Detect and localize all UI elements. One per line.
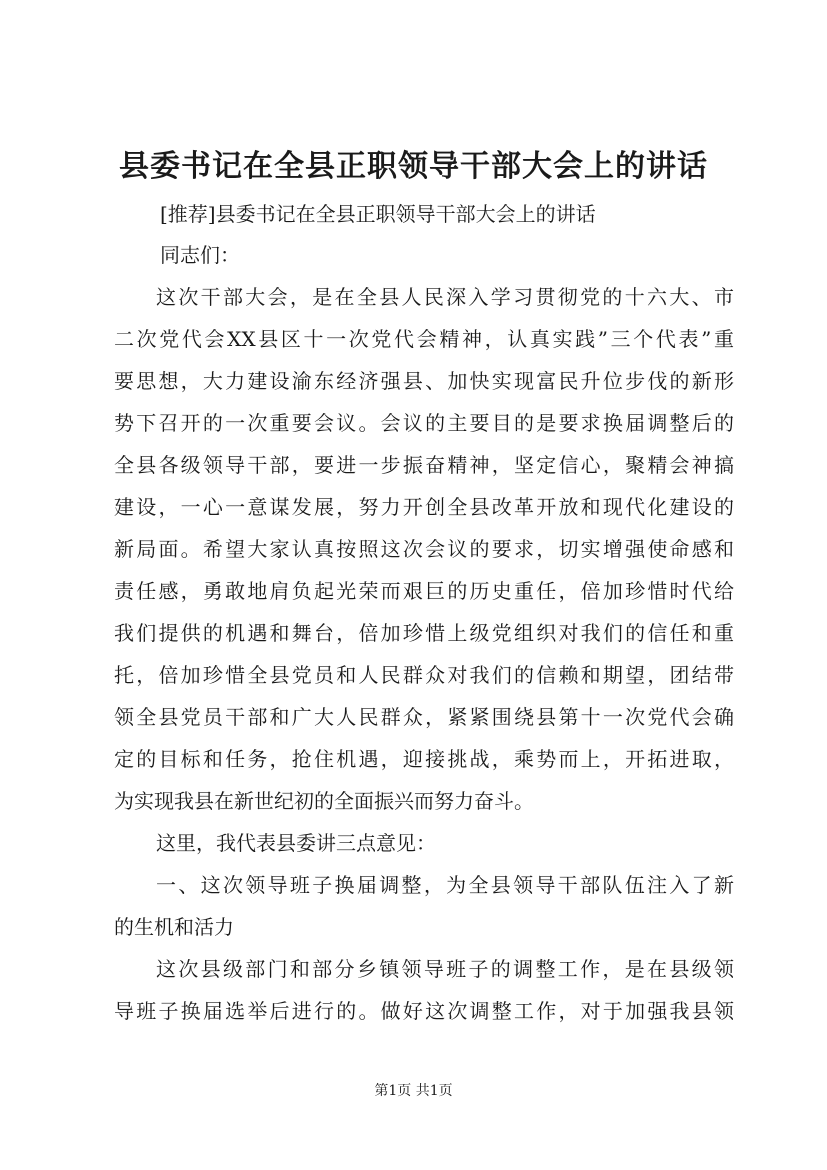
document-body (114, 280, 734, 1036)
body-line: 导班子换届选举后进行的。做好这次调整工作，对于加强我县领 (114, 999, 734, 1023)
document-title: 县委书记在全县正职领导干部大会上的讲话 (119, 149, 708, 184)
body-line: 责任感，勇敢地肩负起光荣而艰巨的历史重任，倍加珍惜时代给 (114, 579, 734, 603)
body-line: 领全县党员干部和广大人民群众，紧紧围绕县第十一次党代会确 (114, 705, 734, 729)
body-line: 这次县级部门和部分乡镇领导班子的调整工作，是在县级领 (156, 957, 734, 981)
body-line: 新局面。希望大家认真按照这次会议的要求，切实增强使命感和 (114, 537, 734, 561)
greeting-line: 同志们： (160, 243, 240, 267)
body-line: 定的目标和任务，抢住机遇，迎接挑战，乘势而上，开拓进取， (114, 747, 734, 771)
body-line: 二次党代会XX县区十一次党代会精神，认真实践”三个代表”重 (114, 327, 734, 351)
body-line: 这里，我代表县委讲三点意见： (156, 831, 436, 855)
body-line: 全县各级领导干部，要进一步振奋精神，坚定信心，聚精会神搞 (114, 453, 734, 477)
section-heading-line: 一、这次领导班子换届调整，为全县领导干部队伍注入了新 (156, 873, 734, 897)
page-footer: 第1页 共1页 (374, 1083, 453, 1099)
section-heading-line: 的生机和活力 (114, 915, 234, 939)
document-subtitle: [推荐]县委书记在全县正职领导干部大会上的讲话 (160, 202, 596, 226)
body-line: 要思想，大力建设渝东经济强县、加快实现富民升位步伐的新形 (114, 369, 734, 393)
body-line: 这次干部大会，是在全县人民深入学习贯彻党的十六大、市 (156, 285, 734, 309)
body-line: 托，倍加珍惜全县党员和人民群众对我们的信赖和期望，团结带 (114, 663, 734, 687)
body-line: 我们提供的机遇和舞台，倍加珍惜上级党组织对我们的信任和重 (114, 621, 734, 645)
body-line: 为实现我县在新世纪初的全面振兴而努力奋斗。 (114, 789, 534, 813)
body-line: 建设，一心一意谋发展，努力开创全县改革开放和现代化建设的 (114, 495, 734, 519)
body-line: 势下召开的一次重要会议。会议的主要目的是要求换届调整后的 (114, 411, 734, 435)
